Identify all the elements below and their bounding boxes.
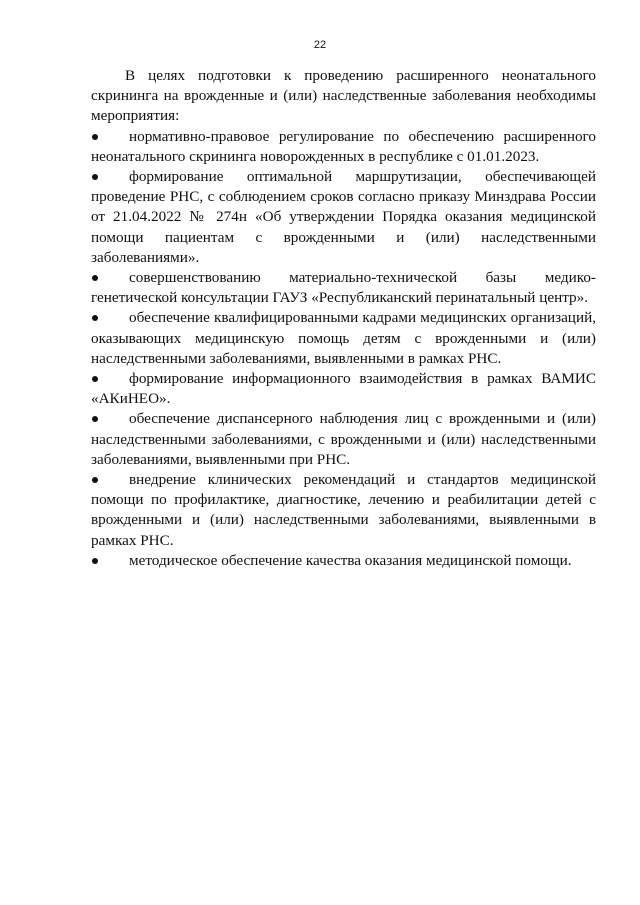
list-item	[91, 369, 596, 409]
list-item	[91, 409, 596, 470]
intro-paragraph: В целях подготовки к проведению расширенного неонатального скрининга на врожденные и (или) наследственные заболевания необходимы мероприятия:	[91, 67, 596, 125]
bullet-icon	[92, 470, 102, 490]
measures-list	[91, 127, 596, 571]
list-item-text: нормативно-правовое регулирование по обеспечению расширенного неонатального скрининга новорожденных в республике с 01.01.2023.	[91, 127, 596, 165]
list-item	[91, 268, 596, 308]
list-item-text: формирование информационного взаимодействия в рамках ВАМИС «АКиНЕО».	[91, 370, 596, 408]
list-item-text: обеспечение квалифицированными кадрами медицинских организаций, оказывающих медицинскую помощь детям с врожденными и (или) наследственными заболеваниями, выявленными в рамках РНС.	[91, 309, 596, 367]
bullet-icon	[92, 551, 102, 571]
list-item-text: внедрение клинических рекомендаций и стандартов медицинской помощи по профилактике, диагностике, лечению и реабилитации детей с врожденными и (или) наследственными заболеваниями, выявленными в рамках РНС.	[91, 471, 596, 549]
list-item	[91, 308, 596, 369]
list-item	[91, 167, 596, 268]
bullet-icon	[92, 127, 102, 147]
bullet-icon	[92, 268, 102, 288]
list-item-text: формирование оптимальной маршрутизации, обеспечивающей проведение РНС, с соблюдением сроков согласно приказу Минздрава России от 21.04.2022 № 274н «Об утверждении Порядка оказания медицинской помощи пациентам с врожденными и (или) наследственными заболеваниями».	[91, 168, 596, 266]
bullet-icon	[92, 308, 102, 328]
page-number: 22	[313, 39, 327, 51]
list-item	[91, 127, 596, 167]
bullet-icon	[92, 167, 102, 187]
bullet-icon	[92, 369, 102, 389]
list-item-text: обеспечение диспансерного наблюдения лиц с врожденными и (или) наследственными заболеваниями, с врожденными и (или) наследственными заболеваниями, выявленными при РНС.	[91, 410, 596, 468]
list-item-text: методическое обеспечение качества оказания медицинской помощи.	[129, 551, 572, 569]
list-item	[91, 551, 596, 571]
list-item-text: совершенствованию материально-технической базы медико-генетической консультации ГАУЗ «Республиканский перинатальный центр».	[91, 269, 596, 307]
list-item	[91, 470, 596, 551]
document-body	[91, 66, 596, 571]
bullet-icon	[92, 409, 102, 429]
